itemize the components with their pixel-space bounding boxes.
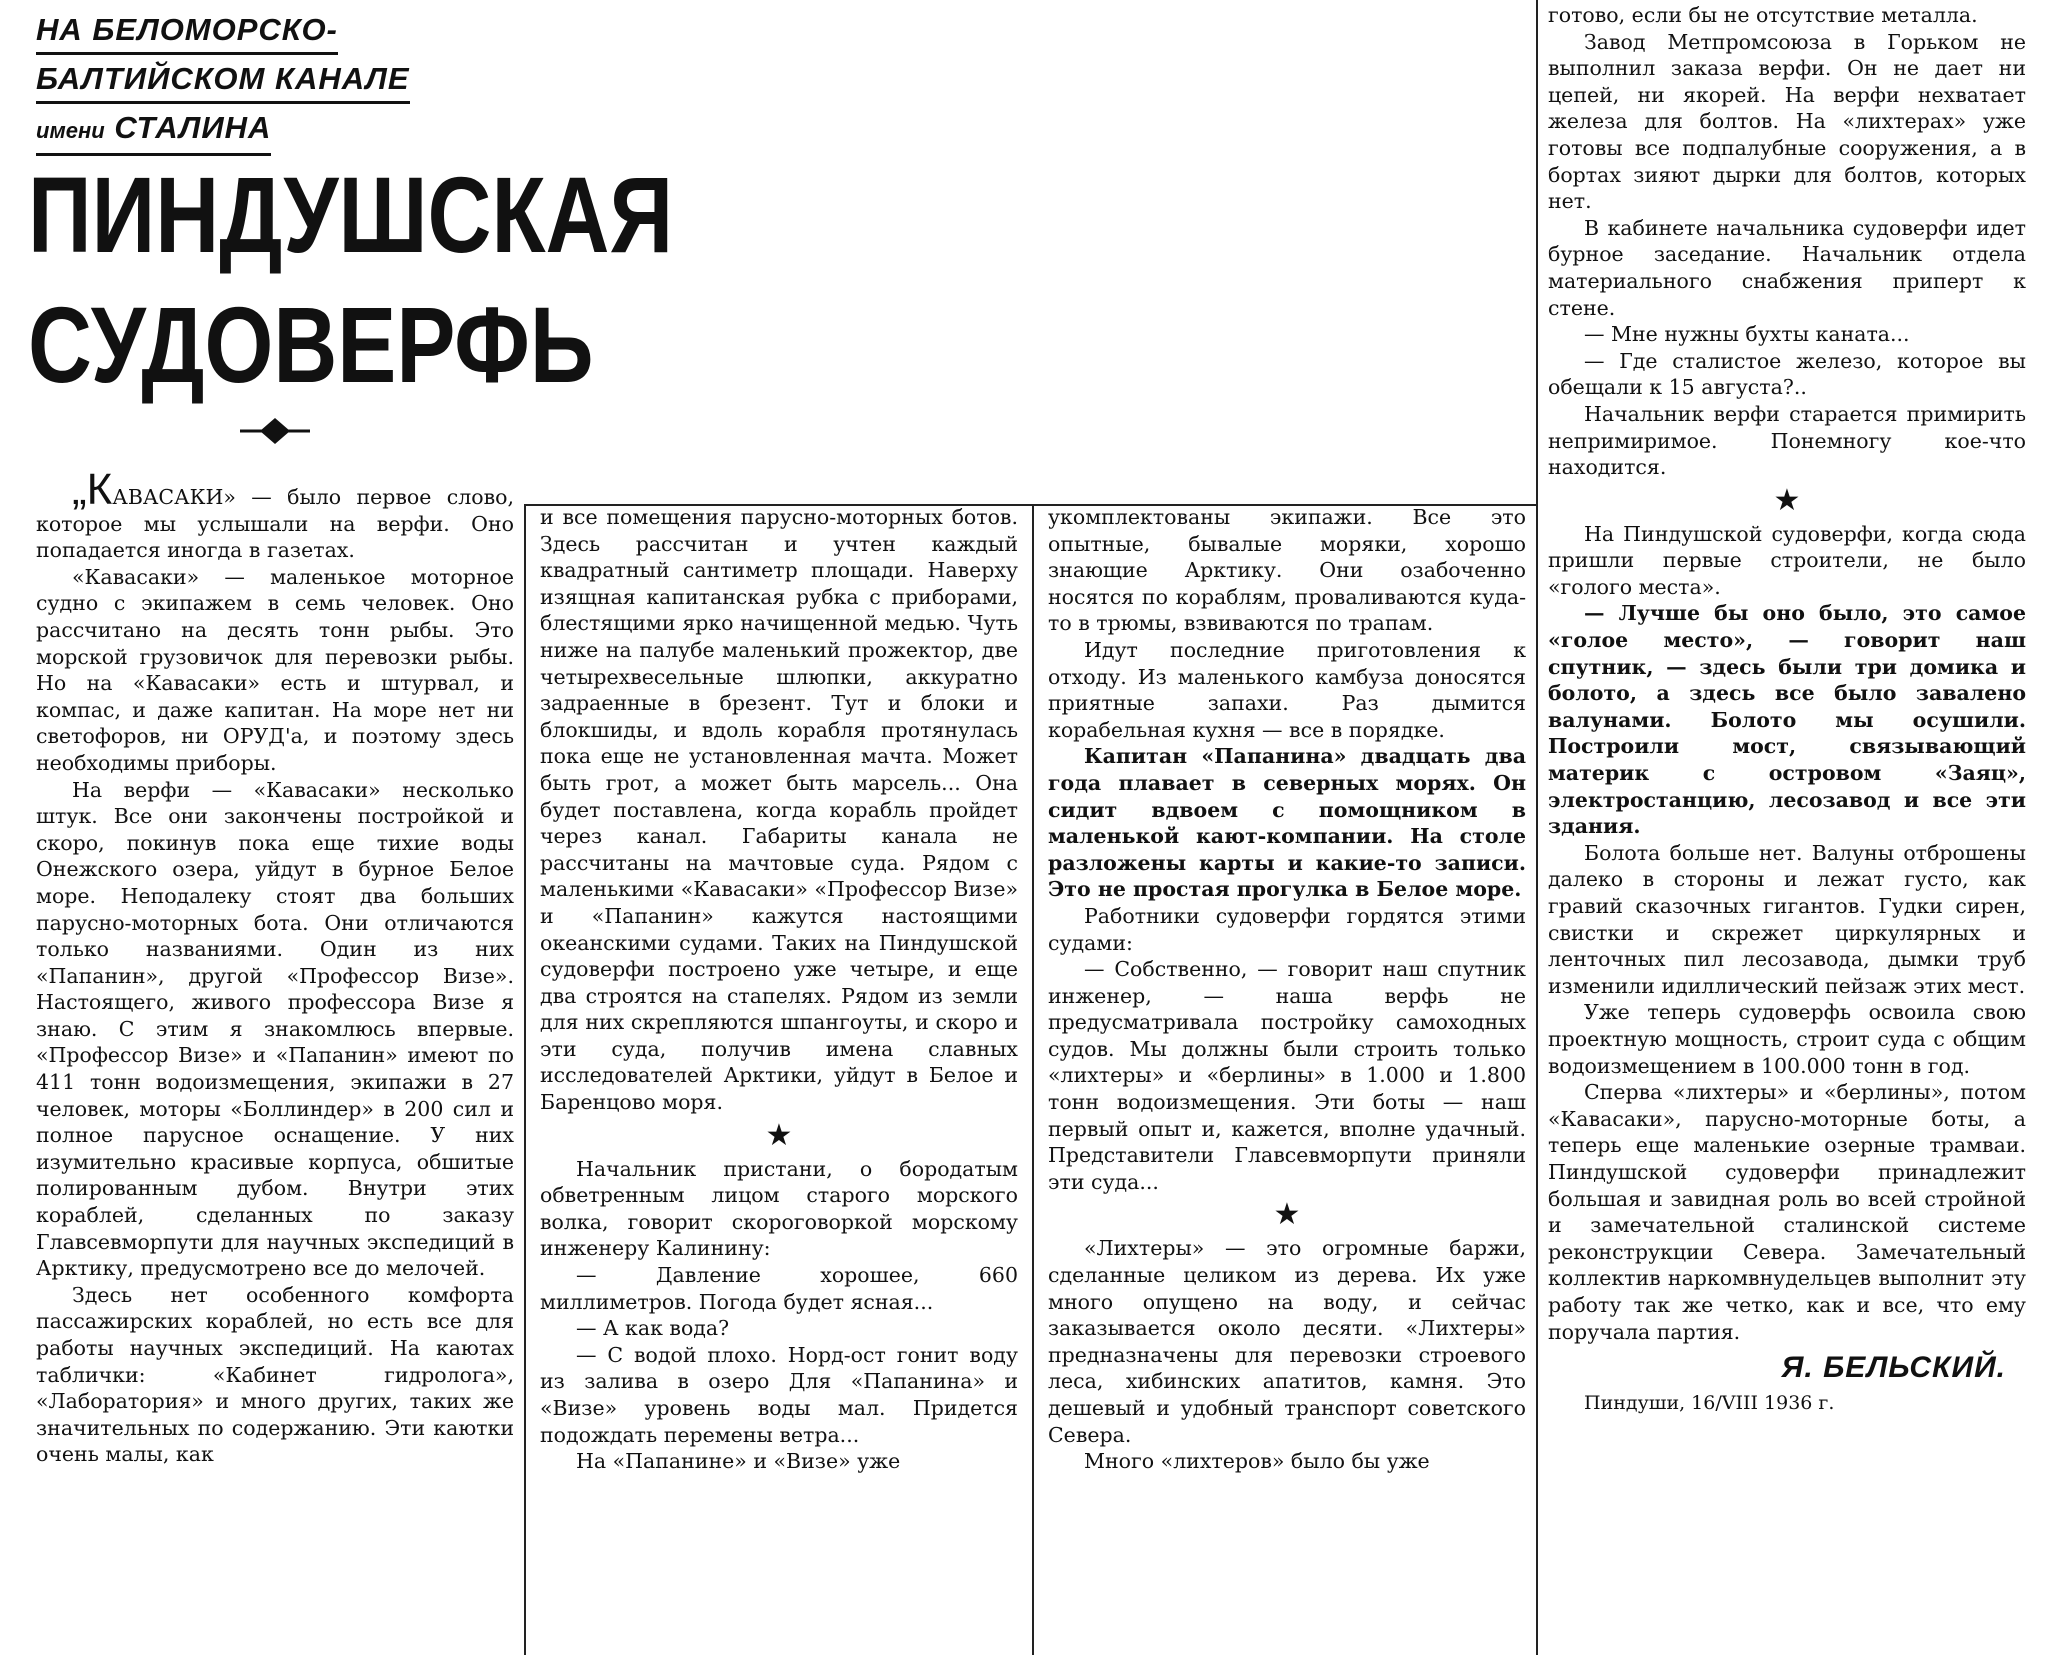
paragraph: — Мне нужны бухты каната... <box>1584 322 1910 347</box>
kicker-line-2: БАЛТИЙСКОМ КАНАЛЕ <box>36 57 410 104</box>
kicker-name: СТАЛИНА <box>114 110 272 145</box>
kicker-line-3 <box>36 106 271 156</box>
kicker-line-1: НА БЕЛОМОРСКО- <box>36 8 338 55</box>
kicker-prefix: имени <box>36 118 105 143</box>
paragraph: В кабинете начальника судоверфи идет бурное заседание. Начальник отдела материального снабжения приперт к стене. <box>1548 215 2026 320</box>
column-2 <box>540 504 1018 1475</box>
column-3 <box>1048 504 1526 1475</box>
column-rule-2 <box>1032 505 1034 1655</box>
paragraph: — С водой плохо. Норд-ост гонит воду из залива в озеро Для «Папанина» и «Визе» уровень воды мал. Придется подождать перемены ветра... <box>540 1342 1018 1447</box>
paragraph: готово, если бы не отсутствие металла. <box>1548 3 1978 27</box>
paragraph: Болота больше нет. Валуны отброшены далеко в стороны и лежат густо, как гравий сказочных гигантов. Гудки сирен, свистки и скрежет циркулярных и ленточных пил лесозавода, дымки труб изменили идиллический пейзаж этих мест. <box>1548 840 2026 998</box>
paragraph: Завод Метпромсоюза в Горьком не выполнил заказа верфи. Он не дает ни цепей, ни якорей. На верфи нехватает железа для болтов. На «лихтерах» уже готовы все подпалубные сооружения, а в бортах зияют дырки для болтов, которых нет. <box>1548 29 2026 214</box>
drop-cap: „К <box>72 465 113 514</box>
paragraph: — Давление хорошее, 660 миллиметров. Погода будет ясная... <box>540 1263 1018 1314</box>
paragraph-text: АВАСАКИ» — было первое слово, которое мы услышали на верфи. Оно попадается иногда в газетах. <box>36 485 514 563</box>
paragraph: — Собственно, — говорит наш спутник инженер, — наша верфь не предусматривала постройку самоходных судов. Мы должны были строить только «лихтеры» и «берлины» в 1.000 и 1.800 тонн водоизмещения. Эти боты — наш первый опыт и, кажется, вполне удачный. Представители Главсевморпути приняли эти суда... <box>1048 957 1526 1194</box>
paragraph: На верфи — «Кавасаки» несколько штук. Все они закончены постройкой и скоро, покинув пока еще тихие воды Онежского озера, уйдут в бурное Белое море. Неподалеку стоят два больших парусно-моторных бота. Они отличаются только названиями. Один из них «Папанин», другой «Профессор Визе». Настоящего, живого профессора Визе я знаю. С этим я знакомлюсь впервые. «Профессор Визе» и «Папанин» имеют по 411 тонн водоизмещения, экипажи в 27 человек, моторы «Боллиндер» в 200 сил и полное парусное оснащение. У них изумительно красивые корпуса, обшитые полированным дубом. Внутри этих кораблей, сделанных по заказу Главсевморпути для научных экспедиций в Арктику, предусмотрено все до мелочей. <box>36 777 514 1281</box>
headline-line-2: СУДОВЕРФЬ <box>28 284 594 405</box>
ornament-diamond-icon <box>240 418 310 444</box>
paragraph <box>36 465 514 564</box>
paragraph: Уже теперь судоверфь освоила свою проектную мощность, строит суда с общим водоизмещением в 100.000 тонн в год. <box>1548 1000 2026 1078</box>
paragraph: — Где сталистое железо, которое вы обещали к 15 августа?.. <box>1548 348 2026 400</box>
dateline: Пиндуши, 16/VIII 1936 г. <box>1584 1392 1835 1415</box>
paragraph: — Лучше бы оно было, это самое «голое место», — говорит наш спутник, — здесь были три домика и болото, а здесь все было завалено валунами. Болото мы осушили. Построили мост, связывающий материк с островом «Заяц», электростанцию, лесозавод и все эти здания. <box>1548 601 2026 839</box>
paragraph: Начальник пристани, о бородатым обветренным лицом старого морского волка, говорит скороговоркой морскому инженеру Калинину: <box>540 1156 1018 1261</box>
column-1 <box>36 465 514 1468</box>
paragraph: «Лихтеры» — это огромные баржи, сделанные целиком из дерева. Их уже много опущено на воду, и сейчас заказывается около десяти. «Лихтеры» предназначены для перевозки строевого леса, хибинских апатитов, камня. Это дешевый и удобный транспорт советского Севера. <box>1048 1236 1526 1447</box>
paragraph: Идут последние приготовления к отходу. Из маленького камбуза доносятся приятные запахи. Раз дымится корабельная кухня — все в порядке. <box>1048 637 1526 742</box>
paragraph: «Кавасаки» — маленькое моторное судно с экипажем в семь человек. Оно рассчитано на десять тонн рыбы. Это морской грузовичок для перевозки рыбы. Но на «Кавасаки» есть и штурвал, и компас, и даже капитан. На море нет ни светофоров, ни ОРУД'а, и поэтому здесь необходимы приборы. <box>36 564 514 775</box>
section-star-icon: ★ <box>1273 1197 1301 1233</box>
headline-line-1: ПИНДУШСКАЯ <box>28 154 674 275</box>
column-rule-3 <box>1536 0 1538 1655</box>
paragraph: Капитан «Папанина» двадцать два года плавает в северных морях. Он сидит вдвоем с помощником в маленькой кают-компании. На столе разложены карты и какие-то записи. Это не простая прогулка в Белое море. <box>1048 744 1526 902</box>
kicker <box>36 8 416 158</box>
headline <box>28 150 674 410</box>
paragraph: — А как вода? <box>576 1316 730 1341</box>
column-4 <box>1548 2 2026 1415</box>
paragraph: Сперва «лихтеры» и «берлины», потом «Кавасаки», парусно-моторные боты, а теперь еще маленькие озерные трамваи. Пиндушской судоверфи принадлежит большая и завидная роль во всей стройной и замечательной сталинской системе реконструкции Севера. Замечательный коллектив наркомвнудельцев выполнит эту работу так же четко, как и все, что ему поручала партия. <box>1548 1080 2026 1344</box>
paragraph: На Пиндушской судоверфи, когда сюда пришли первые строители, не было «голого места». <box>1548 521 2026 599</box>
column-rule-1 <box>524 505 526 1655</box>
section-star-icon: ★ <box>1773 482 1801 518</box>
paragraph: Начальник верфи старается примирить непримиримое. Понемногу кое-что находится. <box>1548 401 2026 480</box>
paragraph: Работники судоверфи гордятся этими судами: <box>1048 903 1526 955</box>
paragraph: Много «лихтеров» было бы уже <box>1084 1449 1430 1474</box>
paragraph: На «Папанине» и «Визе» уже <box>576 1449 901 1474</box>
paragraph: и все помещения парусно-моторных ботов. Здесь рассчитан и учтен каждый квадратный сантиметр площади. Наверху изящная капитанская рубка с приборами, блестящими ярко начищенной медью. Чуть ниже на палубе маленький прожектор, две четырехвесельные шлюпки, аккуратно задраенные в брезент. Тут и блоки и блокшиды, и вдоль корабля протянулась пока еще не установленная мачта. Может быть грот, а может быть марсель... Она будет поставлена, когда корабль пройдет через канал. Габариты канала не рассчитаны на мачтовые суда. Рядом с маленькими «Кавасаки» «Профессор Визе» и «Папанин» кажутся настоящими океанскими судами. Таких на Пиндушской судоверфи построено уже четыре, и еще два строятся на стапелях. Рядом из земли для них скрепляются шпангоуты, и скоро и эти суда, получив имена славных исследователей Арктики, уйдут в Белое и Баренцово моря. <box>540 505 1018 1115</box>
author-signature: Я. БЕЛЬСКИЙ. <box>1781 1351 2006 1385</box>
paragraph: укомплектованы экипажи. Все это опытные, бывалые моряки, хорошо знающие Арктику. Они озабоченно носятся по кораблям, проваливаются куда-то в трюмы, взвиваются по трапам. <box>1048 505 1526 636</box>
paragraph: Здесь нет особенного комфорта пассажирских кораблей, но есть все для работы научных экспедиций. На каютах таблички: «Кабинет гидролога», «Лаборатория» и много других, таких же значительных по содержанию. Эти каютки очень малы, как <box>36 1282 514 1467</box>
section-star-icon: ★ <box>765 1117 793 1153</box>
